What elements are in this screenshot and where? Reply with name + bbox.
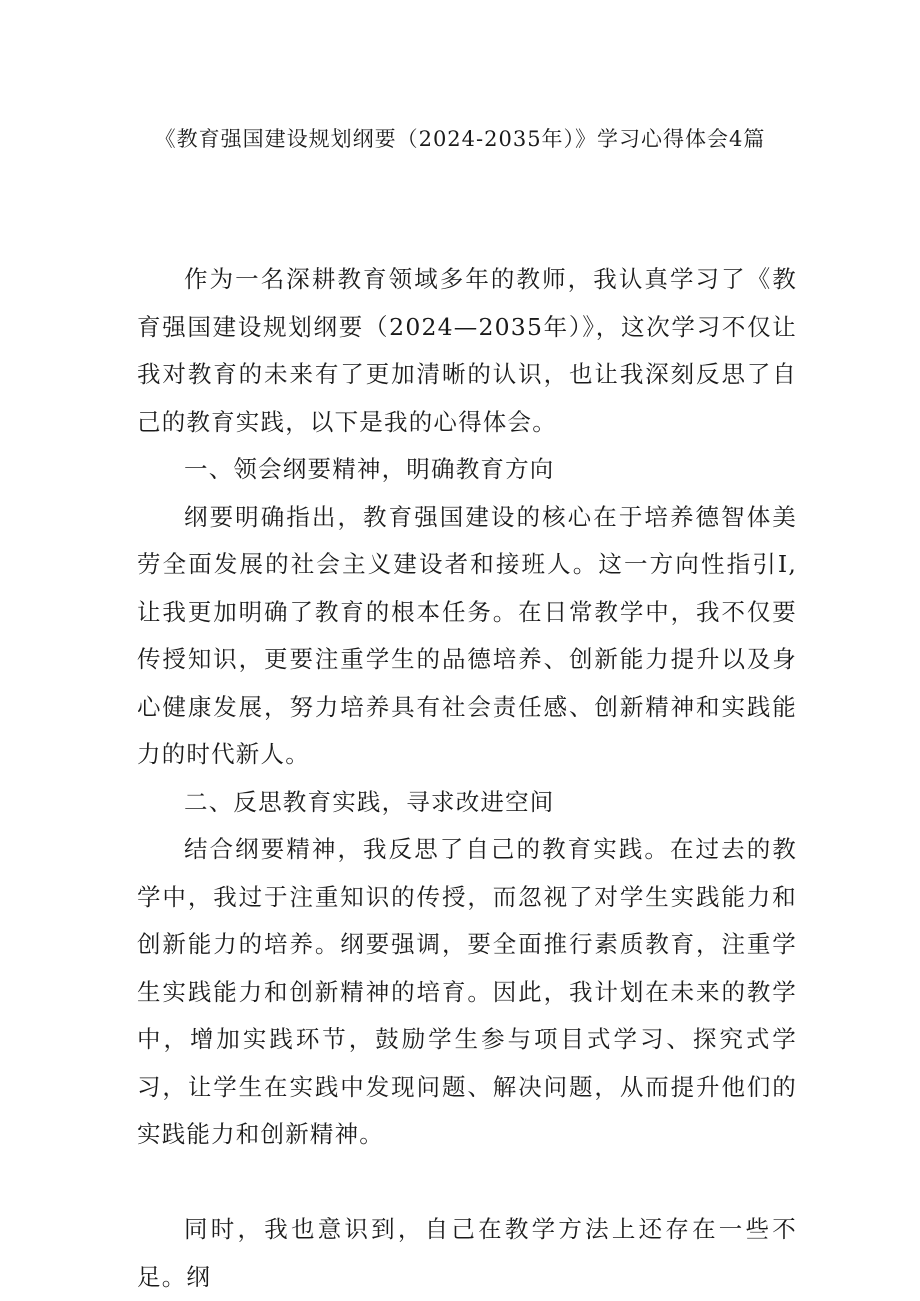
section-1-paragraph: 纲要明确指出，教育强国建设的核心在于培养德智体美劳全面发展的社会主义建设者和接班人。这一方向性指引I,让我更加明确了教育的根本任务。在日常教学中，我不仅要传授知识，更要注重学生的品德培养、创新能力提升以及身心健康发展，努力培养具有社会责任感、创新精神和实践能力的时代新人。 [137, 502, 797, 768]
section-2-paragraph: 结合纲要精神，我反思了自己的教育实践。在过去的教学中，我过于注重知识的传授，而忽视了对学生实践能力和创新能力的培养。纲要强调，要全面推行素质教育，注重学生实践能力和创新精神的培育。因此，我计划在未来的教学中，增加实践环节，鼓励学生参与项目式学习、探究式学习，让学生在实践中发现问题、解决问题，从而提升他们的实践能力和创新精神。 [137, 835, 797, 1148]
section-heading-1: 一、领会纲要精神，明确教育方向 [184, 455, 555, 483]
intro-paragraph: 作为一名深耕教育领域多年的教师，我认真学习了《教育强国建设规划纲要（2024—2035年）》，这次学习不仅让我对教育的未来有了更加清晰的认识，也让我深刻反思了自己的教育实践，以下是我的心得体会。 [137, 265, 797, 436]
document-title: 《教育强国建设规划纲要（2024-2035年）》学习心得体会4篇 [154, 127, 766, 151]
document-body [137, 256, 797, 1301]
continuation-paragraph: 同时，我也意识到，自己在教学方法上还存在一些不足。纲 [137, 1215, 797, 1291]
section-heading-2: 二、反思教育实践，寻求改进空间 [184, 787, 555, 816]
